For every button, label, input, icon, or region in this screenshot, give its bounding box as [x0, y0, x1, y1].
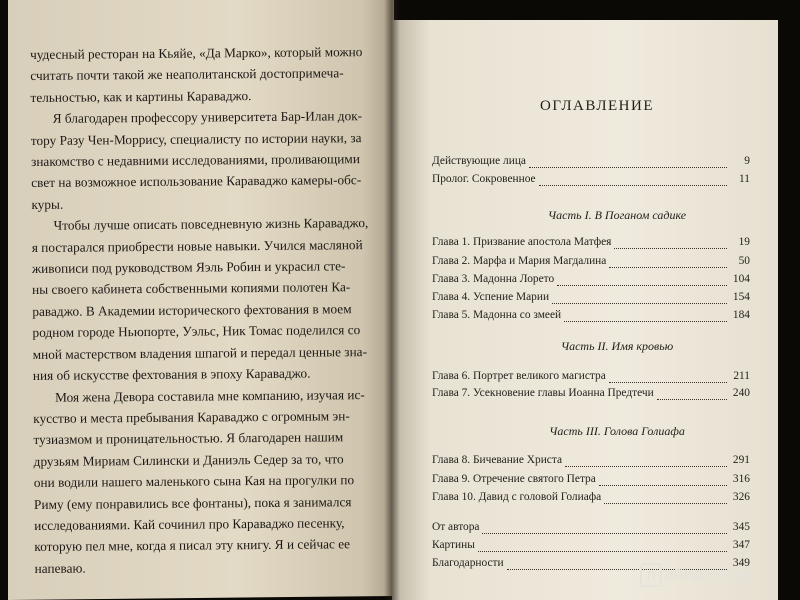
toc-entry-label: Глава 5. Мадонна со змеей [432, 309, 562, 321]
paragraph [33, 383, 380, 579]
paragraph [30, 41, 376, 108]
toc-title: ОГЛАВЛЕНИЕ [540, 98, 654, 114]
text-line: тузиазмом и проницательностью. Я благодарен нашим [33, 429, 344, 448]
dot-leader [557, 284, 727, 286]
toc-entry-page: 345 [732, 521, 750, 533]
dot-leader [478, 550, 727, 552]
part-heading: Часть II. Имя кровью [560, 339, 674, 353]
dot-leader [599, 484, 727, 486]
toc-entry [432, 236, 750, 253]
text-line: Чтобы лучше описать повседневную жизнь Караваджо, [53, 215, 369, 234]
toc-entry-page: 104 [732, 273, 750, 285]
dot-leader [552, 302, 727, 304]
toc-entry-label: Глава 8. Бичевание Христа [432, 454, 563, 466]
toc-entry [432, 291, 750, 308]
toc-entry [432, 155, 750, 172]
toc-entry-label: Глава 2. Марфа и Мария Магдалина [432, 255, 607, 267]
toc-entry [432, 387, 750, 404]
dot-leader [604, 502, 727, 504]
text-line: исследованиями. Кай сочинил про Караваджо песенку, [34, 515, 345, 533]
text-line: кусство и места пребывания Караваджо с огромным эн- [33, 408, 350, 426]
text-line: свет на возможное использование Караваджо камеры-обс- [31, 172, 362, 191]
toc-entry-page: 211 [733, 370, 750, 382]
toc-entry-label: Глава 3. Мадонна Лорето [432, 273, 555, 285]
toc-entry-label: Глава 7. Усекновение главы Иоанна Предтечи [432, 387, 654, 399]
labirint-watermark [640, 560, 752, 590]
text-line: Риму (ему понравились все фонтаны), пока я занимался [33, 493, 352, 512]
text-line: которую пел мне, когда я писал эту книгу. Я и сейчас ее [34, 536, 351, 555]
toc-entry [432, 255, 750, 272]
text-line: тельностью, как и картины Караваджо. [30, 87, 252, 105]
toc-entry-label: Глава 6. Портрет великого магистра [432, 370, 606, 382]
toc-entry-page: 9 [744, 155, 750, 167]
toc-entry [432, 521, 750, 538]
toc-entry-label: Глава 9. Отречение святого Петра [432, 473, 596, 485]
toc-entry-label: Благодарности [432, 557, 504, 569]
dot-leader [614, 247, 727, 249]
toc-entry-page: 347 [732, 539, 750, 551]
toc-entry [432, 370, 750, 387]
toc-entry-label: Пролог. Сокровенное [432, 173, 536, 185]
text-line: Я благодарен профессору университета Бар-Илан док- [52, 108, 363, 127]
toc-entry [432, 454, 750, 471]
toc-entry-page: 11 [739, 173, 750, 185]
toc-entry [432, 539, 750, 556]
watermark-text: абиринт.ру [665, 566, 753, 583]
dot-leader [564, 320, 727, 322]
text-line: считать почти такой же неаполитанской достопримеча- [30, 65, 344, 84]
toc-entry-page: 316 [732, 473, 750, 485]
acknowledgements-text [30, 41, 380, 579]
dot-leader [609, 381, 727, 383]
toc-entry [432, 491, 750, 508]
toc-entry [432, 473, 750, 490]
text-line: мной мастерством владения шпагой и передал ценные зна- [32, 343, 368, 362]
text-line: родном городе Ньюпорте, Уэльс, Ник Томас поделился со [32, 322, 361, 341]
text-line: живописи под руководством Яэль Робин и украсил сте- [31, 258, 346, 277]
toc-entry [432, 173, 750, 190]
toc-entry [432, 273, 750, 290]
text-line: они водили нашего маленького сына Кая на прогулки по [33, 472, 355, 491]
toc-entry-page: 349 [732, 557, 750, 569]
toc-entry-page: 154 [732, 291, 750, 303]
text-line: друзьям Мириам Силински и Даниэль Седер за то, что [33, 450, 344, 469]
text-line: раваджо. В Академии исторического фехтования в моем [32, 301, 352, 319]
text-line: я постарался приобрести новые навыки. Учился масляной [31, 236, 363, 255]
dot-leader [482, 532, 727, 534]
part-heading: Часть III. Голова Голиафа [549, 424, 685, 438]
text-line: куры. [31, 196, 64, 212]
toc-entry-page: 326 [732, 491, 750, 503]
text-line: тору Разу Чен-Моррису, специалисту по истории науки, за [30, 129, 362, 148]
dot-leader [565, 465, 727, 467]
toc-entry-label: Глава 4. Успение Марии [432, 291, 550, 303]
dot-leader [539, 184, 727, 186]
text-line: чудесный ресторан на Кьяйе, «Да Марко», который можно [30, 44, 363, 62]
toc-entry-label: Глава 10. Давид с головой Голиафа [432, 491, 602, 503]
toc-entry [432, 309, 750, 326]
toc-entry-label: Картины [432, 539, 475, 551]
toc-entry-label: От автора [432, 521, 480, 533]
toc-entry-page: 240 [732, 387, 750, 399]
text-line: напеваю. [34, 560, 86, 576]
toc-entry-label: Действующие лица [432, 155, 526, 167]
dot-leader [609, 266, 727, 268]
text-line: ны своего кабинета собственными копиями полотен Ка- [32, 279, 351, 298]
paragraph [31, 212, 377, 386]
paragraph [31, 105, 377, 215]
labirint-logo-icon: Л [640, 563, 662, 587]
text-line: Моя жена Девора составила мне компанию, изучая ис- [55, 386, 365, 405]
part-heading: Часть I. В Поганом садике [547, 208, 687, 222]
toc-entry-page: 184 [732, 309, 750, 321]
toc-entry-page: 50 [738, 255, 750, 267]
book-gutter [384, 0, 400, 600]
toc-entry-page: 291 [732, 454, 750, 466]
text-line: ния об искусстве фехтования в эпоху Караваджо. [32, 365, 311, 384]
text-line: знакомство с недавними исследованиями, проливающими [30, 151, 360, 170]
toc-entry-page: 19 [738, 236, 750, 248]
toc-entry-label: Глава 1. Призвание апостола Матфея [432, 236, 612, 248]
dot-leader [657, 398, 727, 400]
dot-leader [529, 166, 727, 168]
